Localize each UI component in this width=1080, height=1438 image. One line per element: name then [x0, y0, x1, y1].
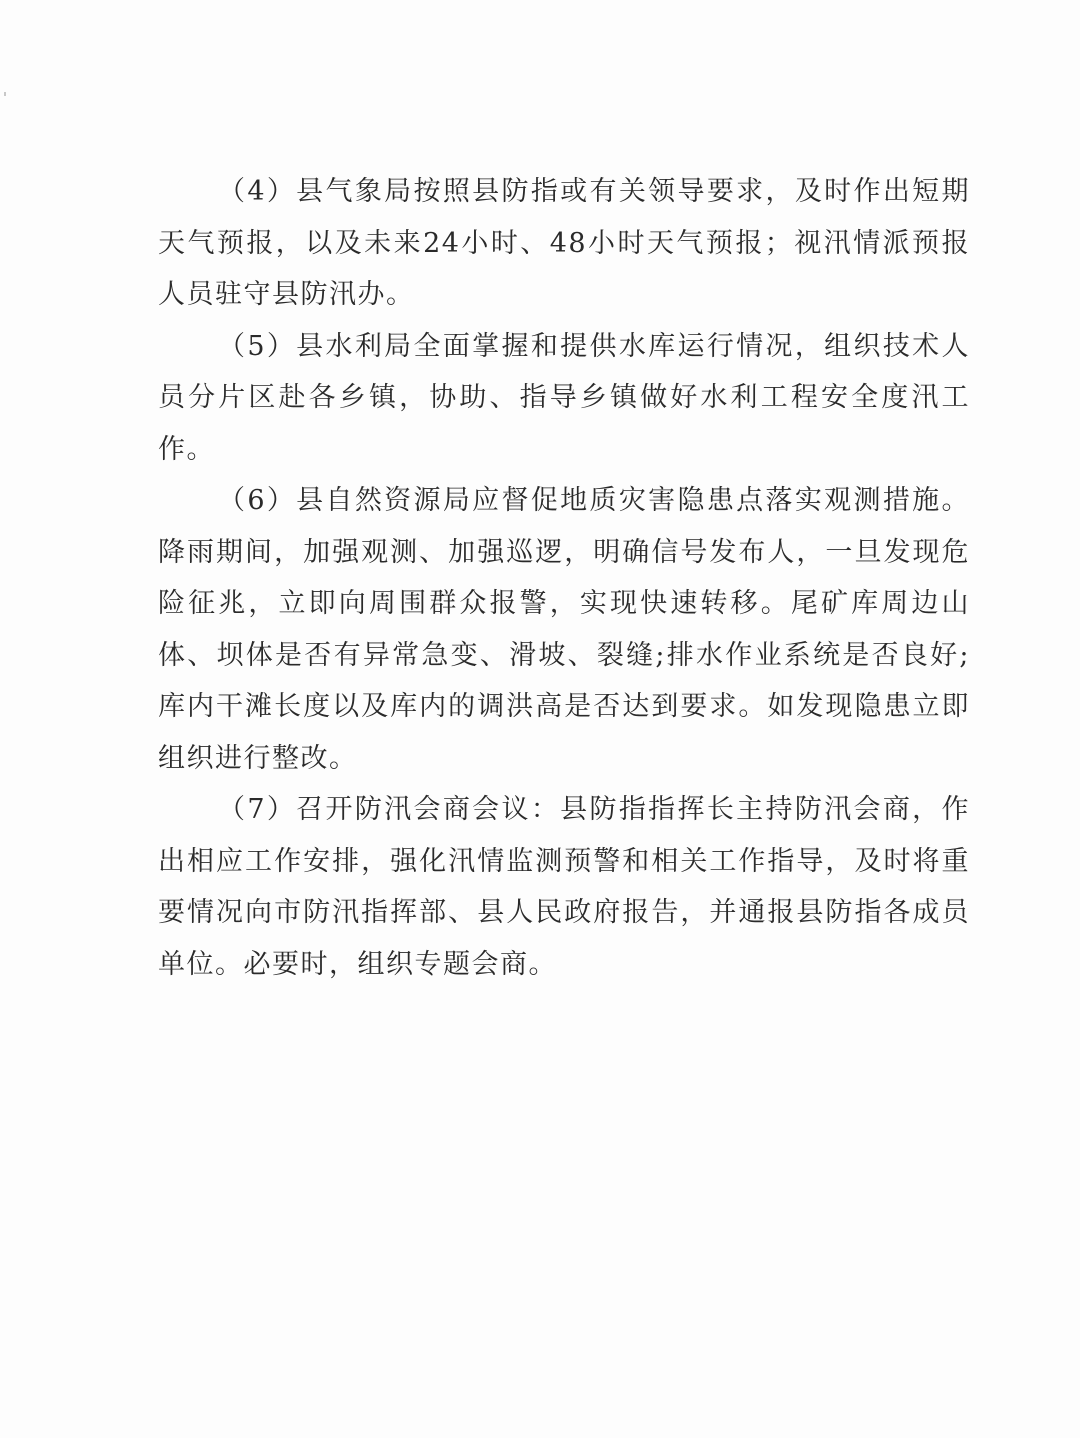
paragraph-item-7: （7）召开防汛会商会议：县防指指挥长主持防汛会商，作出相应工作安排，强化汛情监测预警和相关工作指导，及时将重要情况向市防汛指挥部、县人民政府报告，并通报县防指各成员单位。必要时，组织专题会商。	[158, 794, 970, 980]
paragraph-item-4: （4）县气象局按照县防指或有关领导要求，及时作出短期天气预报，以及未来24小时、48小时天气预报；视汛情派预报人员驻守县防汛办。	[158, 176, 970, 310]
paragraph-item-5: （5）县水利局全面掌握和提供水库运行情况，组织技术人员分片区赴各乡镇，协助、指导乡镇做好水利工程安全度汛工作。	[158, 330, 970, 465]
paragraph-item-6: （6）县自然资源局应督促地质灾害隐患点落实观测措施。降雨期间，加强观测、加强巡逻，明确信号发布人，一旦发现危险征兆，立即向周围群众报警，实现快速转移。尾矿库周边山体、坝体是否有异常急变、滑坡、裂缝;排水作业系统是否良好;库内干滩长度以及库内的调洪高是否达到要求。如发现隐患立即组织进行整改。	[158, 485, 970, 774]
document-body	[158, 166, 970, 990]
scan-mark	[4, 92, 6, 96]
